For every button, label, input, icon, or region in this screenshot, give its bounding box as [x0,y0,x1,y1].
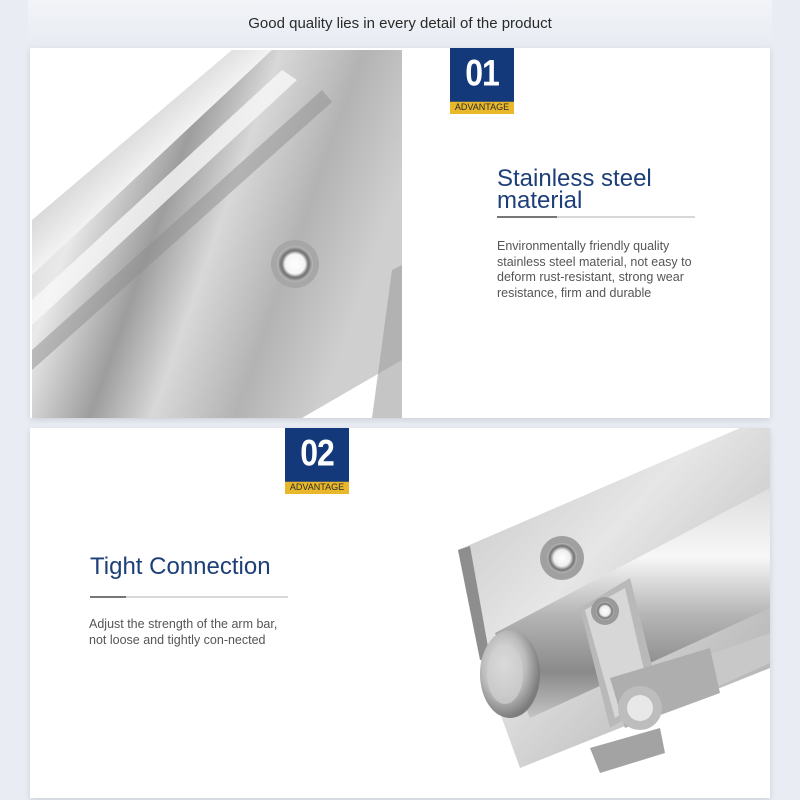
section-description: Environmentally friendly quality stainless steel material, not easy to deform rust-resistant, strong wear resistance, firm and durable [497,239,692,300]
section-number-badge [285,428,349,494]
badge-number: 01 [450,48,514,102]
badge-label: ADVANTAGE [285,480,349,494]
badge-number: 02 [285,428,349,482]
page-header [28,0,772,46]
header-text: Good quality lies in every detail of the product [248,14,552,32]
steel-closeup-photo [32,50,402,418]
section-description: Adjust the strength of the arm bar, not loose and tightly con-nected [89,617,278,647]
feature-section-connection [30,428,770,798]
section-title: Tight Connection [90,553,271,580]
title-underline [90,596,288,598]
section-number-badge [450,48,514,114]
title-underline [497,216,695,218]
badge-label: ADVANTAGE [450,100,514,114]
door-closer-photo [410,428,770,798]
section-title: Stainless steel material [497,165,652,214]
feature-section-stainless [30,48,770,418]
